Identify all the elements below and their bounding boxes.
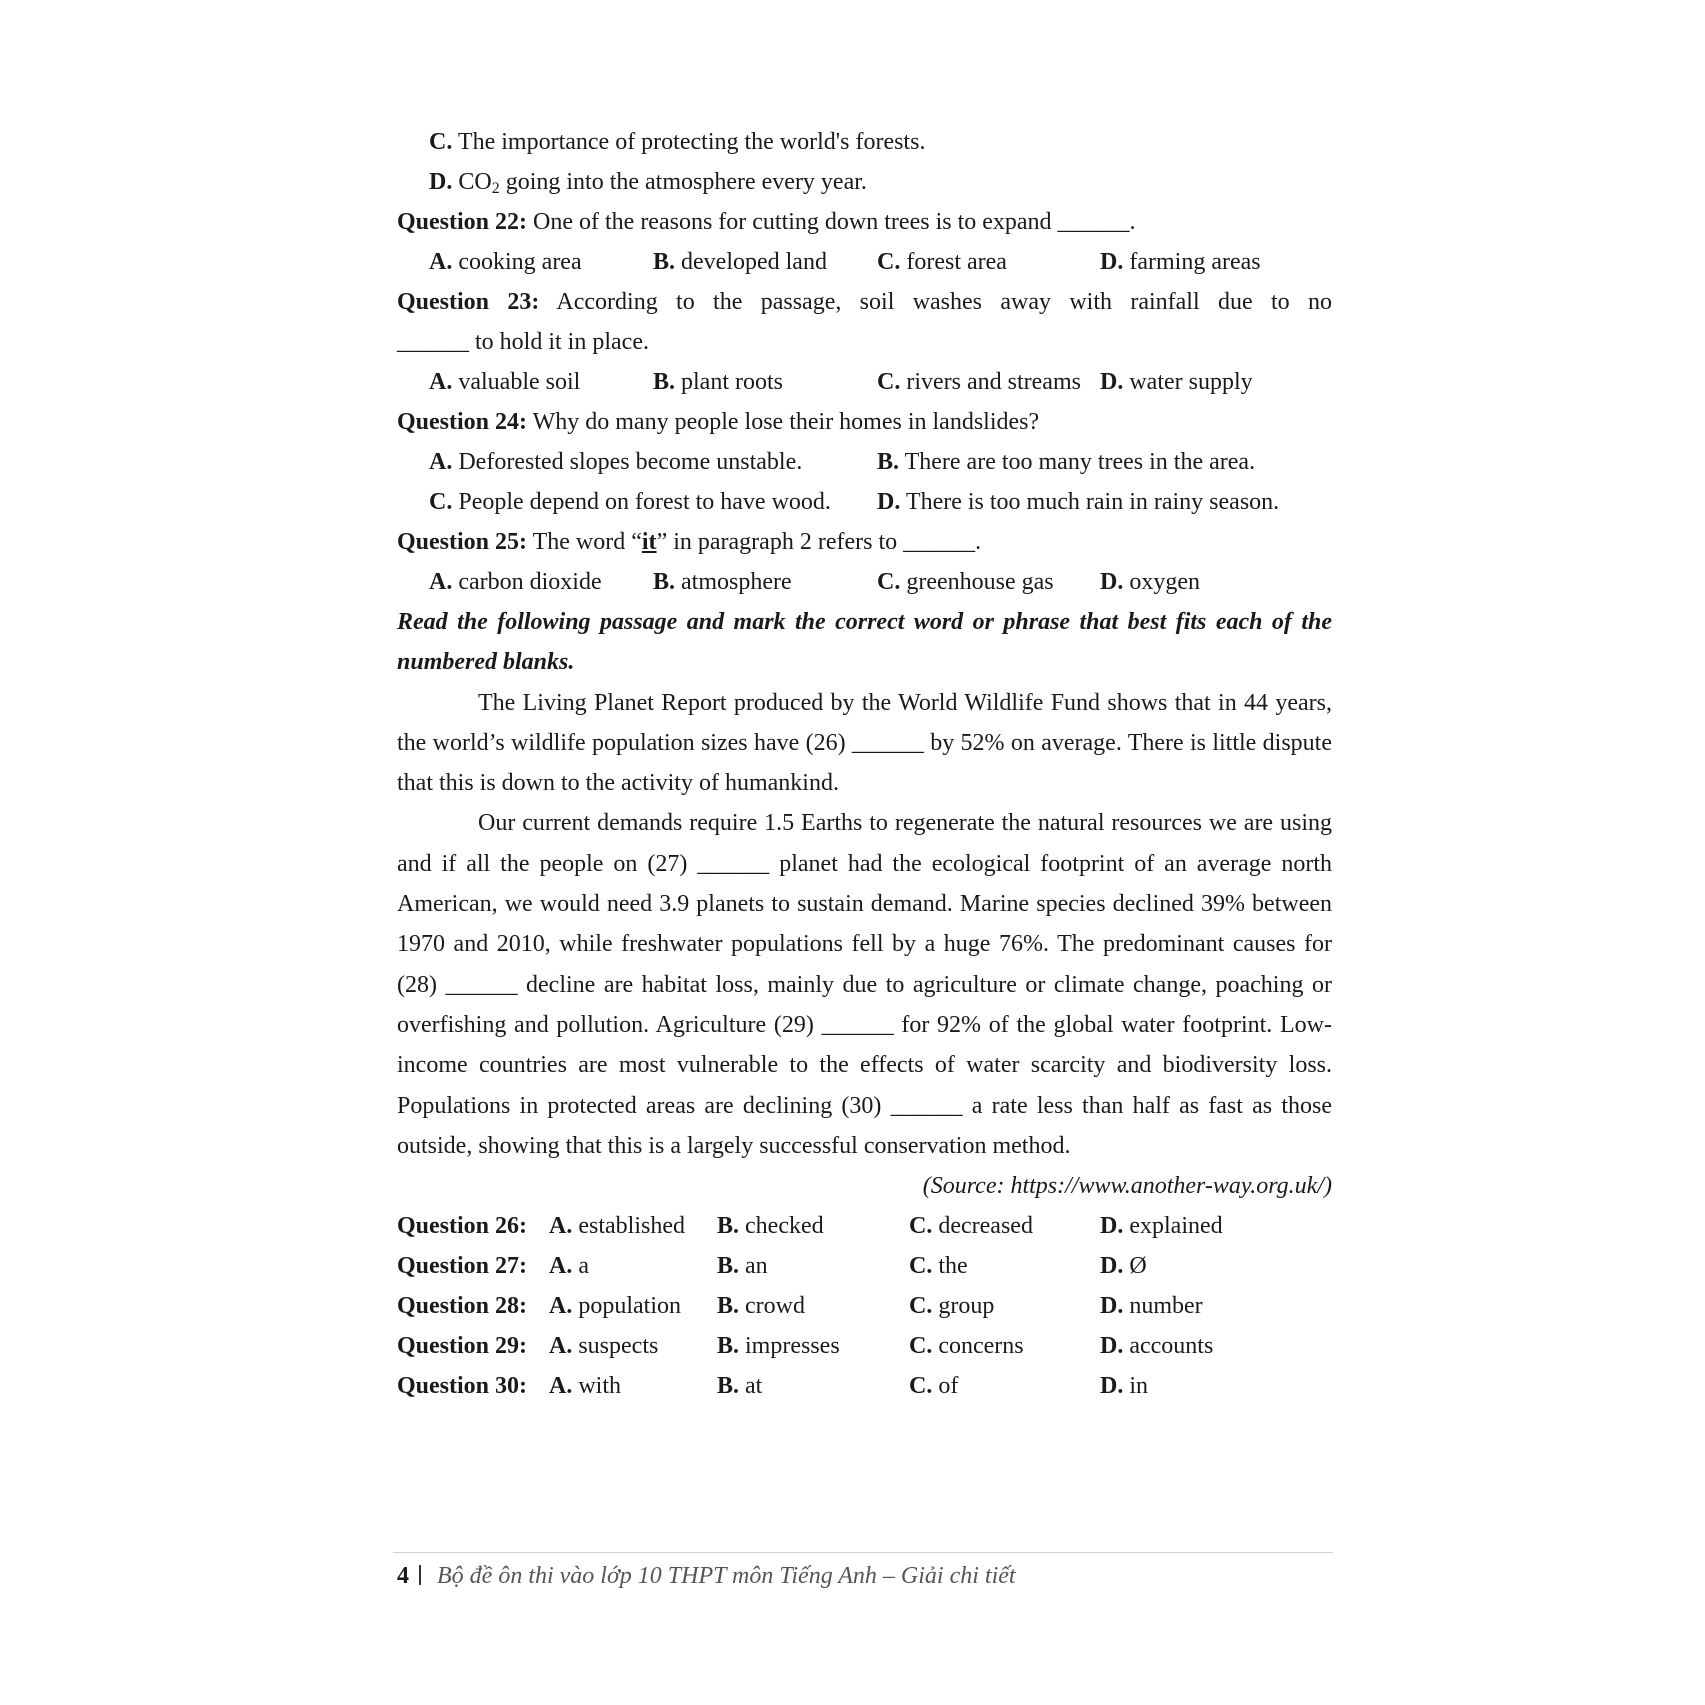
- underlined-word: it: [641, 529, 657, 555]
- q21-option-d: [429, 162, 1332, 202]
- q23-option-c: C. rivers and streams: [877, 369, 1081, 395]
- cloze-row: Question 26: A. established B. checked C. decreased D. explained: [397, 1206, 1332, 1246]
- q25-option-a: A. carbon dioxide: [429, 569, 602, 595]
- option-d: explained: [1129, 1213, 1223, 1240]
- question-text: ” in paragraph 2 refers to ______.: [656, 529, 982, 555]
- q23-stem: [397, 282, 1332, 322]
- book-title: Bộ đề ôn thi vào lớp 10 THPT môn Tiếng Anh – Giải chi tiết: [437, 1563, 1016, 1589]
- question-label: Question 24:: [397, 409, 528, 435]
- option-c: concerns: [938, 1333, 1024, 1360]
- option-b: crowd: [745, 1293, 805, 1320]
- option-a: established: [578, 1213, 685, 1240]
- cloze-row: Question 30: A. with B. at C. of D. in: [397, 1366, 1332, 1406]
- q25-option-b: B. atmosphere: [653, 569, 792, 595]
- question-text: ______ to hold it in place.: [397, 329, 649, 355]
- option-text: CO: [458, 169, 492, 195]
- q24-option-c: C. People depend on forest to have wood.: [429, 489, 831, 515]
- subscript: 2: [491, 180, 500, 197]
- q22-option-c: C. forest area: [877, 249, 1007, 275]
- option-text: The importance of protecting the world's forests.: [457, 129, 926, 155]
- question-text: One of the reasons for cutting down trees is to expand ______.: [533, 209, 1136, 235]
- question-text: Why do many people lose their homes in landslides?: [532, 409, 1040, 435]
- question-text: According to the passage, soil washes away with rainfall due to no: [556, 289, 1332, 315]
- question-label: Question 26:: [397, 1213, 528, 1240]
- footer-divider: [393, 1552, 1333, 1553]
- q24-stem: [397, 402, 1332, 442]
- option-a: a: [578, 1253, 589, 1280]
- question-label: Question 29:: [397, 1333, 528, 1360]
- q23-stem-cont: [397, 322, 1332, 362]
- q24-option-d: D. There is too much rain in rainy season.: [877, 489, 1280, 515]
- option-b: at: [745, 1373, 763, 1400]
- question-label: Question 30:: [397, 1373, 528, 1400]
- q23-option-d: D. water supply: [1100, 369, 1253, 395]
- cloze-row: Question 29: A. suspects B. impresses C. concerns D. accounts: [397, 1326, 1332, 1366]
- page-footer: [397, 1558, 1016, 1594]
- q24-options-ab: [397, 442, 1332, 482]
- cloze-row: Question 27: A. a B. an C. the D. Ø: [397, 1246, 1332, 1286]
- option-c: the: [938, 1253, 968, 1280]
- footer-separator: [419, 1565, 421, 1585]
- question-label: Question 23:: [397, 289, 540, 315]
- option-text: going into the atmosphere every year.: [499, 169, 867, 195]
- q22-option-a: A. cooking area: [429, 249, 582, 275]
- option-a: suspects: [578, 1333, 659, 1360]
- q22-options: [397, 242, 1332, 282]
- option-letter: C.: [429, 129, 453, 155]
- q23-option-b: B. plant roots: [653, 369, 784, 395]
- exam-page: [397, 122, 1332, 1406]
- question-label: Question 25:: [397, 529, 528, 555]
- q23-option-a: A. valuable soil: [429, 369, 581, 395]
- option-c: decreased: [938, 1213, 1033, 1240]
- question-label: Question 22:: [397, 209, 528, 235]
- q21-option-c: [429, 122, 1332, 162]
- question-text: The word “: [532, 529, 642, 555]
- cloze-row: Question 28: A. population B. crowd C. group D. number: [397, 1286, 1332, 1326]
- option-c: of: [938, 1373, 959, 1400]
- section-instruction: Read the following passage and mark the correct word or phrase that best fits each of the numbered blanks.: [397, 609, 1332, 676]
- passage-paragraph-2: Our current demands require 1.5 Earths to regenerate the natural resources we are using and if all the people on (27) ______ planet had the ecological footprint of an average north American, we would need 3.9 planets to sustain demand. Marine species declined 39% between 1970 and 2010, while freshwater populations fell by a huge 76%. The predominant causes for (28) ______ decline are habitat loss, mainly due to agriculture or climate change, poaching or overfishing and pollution. Agriculture (29) ______ for 92% of the global water footprint. Low-income countries are most vulnerable to the effects of water scarcity and biodiversity loss. Populations in protected areas are declining (30) ______ a rate less than half as fast as those outside, showing that this is a largely successful conservation method.: [397, 810, 1332, 1159]
- option-b: impresses: [745, 1333, 840, 1360]
- q25-stem: [397, 522, 1332, 562]
- q25-option-c: C. greenhouse gas: [877, 569, 1054, 595]
- q24-options-cd: [397, 482, 1332, 522]
- option-a: population: [578, 1293, 681, 1320]
- question-label: Question 27:: [397, 1253, 528, 1280]
- q22-option-b: B. developed land: [653, 249, 827, 275]
- cloze-questions: [397, 1206, 1332, 1406]
- option-d: accounts: [1129, 1333, 1214, 1360]
- passage-source: (Source: https://www.another-way.org.uk/): [922, 1173, 1332, 1200]
- option-d: in: [1129, 1373, 1149, 1400]
- q25-option-d: D. oxygen: [1100, 569, 1200, 595]
- page-number: 4: [397, 1563, 409, 1589]
- option-b: checked: [745, 1213, 824, 1240]
- option-d: number: [1129, 1293, 1203, 1320]
- option-letter: D.: [429, 169, 453, 195]
- option-b: an: [745, 1253, 768, 1280]
- option-d: Ø: [1129, 1253, 1147, 1280]
- option-c: group: [938, 1293, 995, 1320]
- question-label: Question 28:: [397, 1293, 528, 1320]
- q23-options: [397, 362, 1332, 402]
- q24-option-a: A. Deforested slopes become unstable.: [429, 449, 803, 475]
- q22-stem: [397, 202, 1332, 242]
- option-a: with: [578, 1373, 622, 1400]
- q25-options: [397, 562, 1332, 602]
- q24-option-b: B. There are too many trees in the area.: [877, 449, 1256, 475]
- passage-paragraph-1: The Living Planet Report produced by the World Wildlife Fund shows that in 44 years, the world’s wildlife population sizes have (26) ______ by 52% on average. There is little dispute that this is down to the activity of humankind.: [397, 689, 1332, 797]
- q22-option-d: D. farming areas: [1100, 249, 1261, 275]
